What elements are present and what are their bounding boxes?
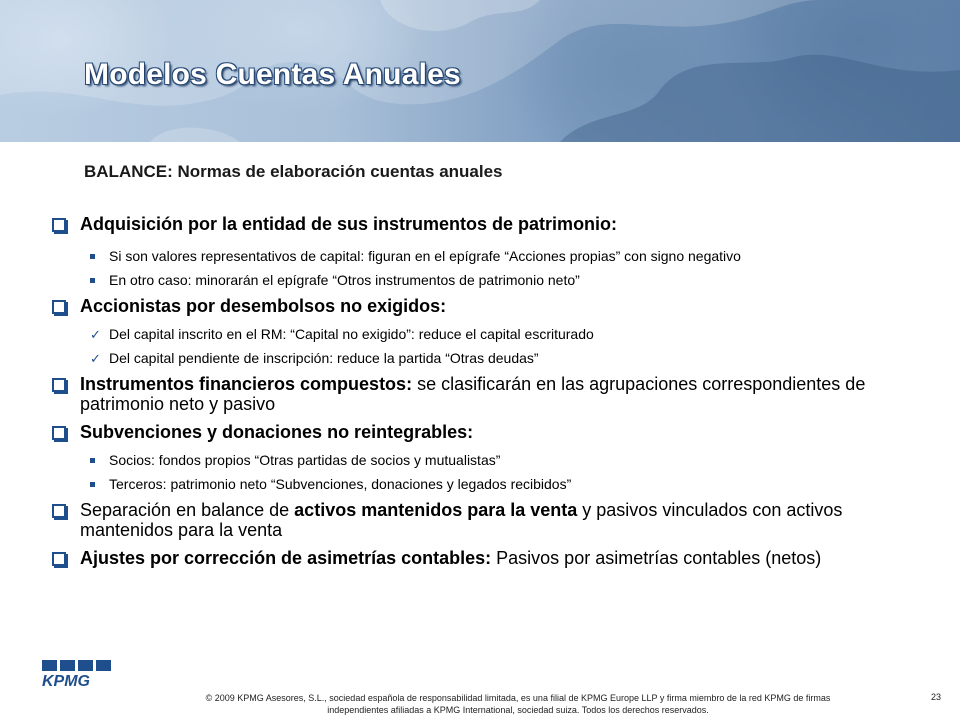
bullet-title: Instrumentos financieros compuestos:: [80, 374, 413, 394]
checkbox-bullet-icon: [52, 375, 80, 397]
checkbox-bullet-icon: [52, 423, 80, 445]
sub-bullet-item: [90, 476, 912, 493]
sub-bullet-text: En otro caso: minorarán el epígrafe “Otros instrumentos de patrimonio neto”: [109, 272, 580, 288]
sub-bullet-text: Del capital inscrito en el RM: “Capital no exigido”: reduce el capital escriturado: [109, 326, 594, 342]
bullet-highlight: activos mantenidos para la venta: [294, 500, 578, 520]
checkbox-bullet-icon: [52, 549, 80, 571]
header-banner: [0, 0, 960, 142]
page-title: Modelos Cuentas Anuales: [84, 58, 461, 91]
sub-bullet-text: Si son valores representativos de capital: figuran en el epígrafe “Acciones propias” con signo negativo: [109, 248, 741, 264]
checkbox-bullet-icon: [52, 215, 80, 237]
sub-bullet-text: Del capital pendiente de inscripción: reduce la partida “Otras deudas”: [109, 350, 539, 366]
section-subtitle: BALANCE: Normas de elaboración cuentas anuales: [84, 162, 503, 181]
footer-line-2: independientes afiliadas a KPMG International, sociedad suiza. Todos los derechos reservados.: [327, 705, 709, 715]
checkmark-icon: ✓: [90, 327, 101, 342]
sub-bullet-item: [90, 350, 912, 367]
bullet-item: [52, 296, 912, 318]
sub-bullet-text: Socios: fondos propios “Otras partidas de socios y mutualistas”: [109, 452, 501, 468]
bullet-item: [52, 214, 912, 236]
bullet-title: Ajustes por corrección de asimetrías contables:: [80, 548, 492, 568]
checkbox-bullet-icon: [52, 297, 80, 319]
bullet-rest: Pasivos por asimetrías contables (netos): [491, 548, 822, 568]
bullet-text: [80, 548, 821, 568]
sub-bullet-item: [90, 248, 912, 265]
footer-line-1: © 2009 KPMG Asesores, S.L., sociedad española de responsabilidad limitada, es una filial de KPMG Europe LLP y firma miembro de la red KPMG de firmas: [205, 693, 831, 703]
checkbox-bullet-icon: [52, 501, 80, 523]
square-bullet-icon: [90, 254, 95, 259]
sub-bullet-item: [90, 326, 912, 343]
square-bullet-icon: [90, 458, 95, 463]
copyright-footer: [130, 692, 906, 716]
bullet-item: [52, 374, 912, 414]
checkmark-icon: ✓: [90, 351, 101, 366]
bullet-title: Adquisición por la entidad de sus instrumentos de patrimonio:: [80, 214, 618, 234]
bullet-item: [52, 548, 912, 570]
sub-bullet-item: [90, 272, 912, 289]
bullet-text: [80, 500, 912, 540]
bullet-list: [52, 214, 912, 578]
square-bullet-icon: [90, 278, 95, 283]
page-number: 23: [931, 692, 942, 702]
bullet-item: [52, 500, 912, 540]
square-bullet-icon: [90, 482, 95, 487]
bullet-rest: se clasificarán en las agrupaciones correspondientes de patrimonio neto y pasivo: [80, 374, 866, 414]
bullet-title: Subvenciones y donaciones no reintegrables:: [80, 422, 474, 442]
sub-bullet-text: Terceros: patrimonio neto “Subvenciones, donaciones y legados recibidos”: [109, 476, 572, 492]
bullet-pre: Separación en balance de: [80, 500, 295, 520]
kpmg-logo: [40, 660, 114, 688]
bullet-text: [80, 374, 912, 414]
bullet-title: Accionistas por desembolsos no exigidos:: [80, 296, 447, 316]
bullet-item: [52, 422, 912, 444]
sub-bullet-item: [90, 452, 912, 469]
bullet-post: y pasivos vinculados con activos mantenidos para la venta: [80, 500, 843, 540]
kpmg-logo-text: KPMG: [42, 673, 90, 688]
